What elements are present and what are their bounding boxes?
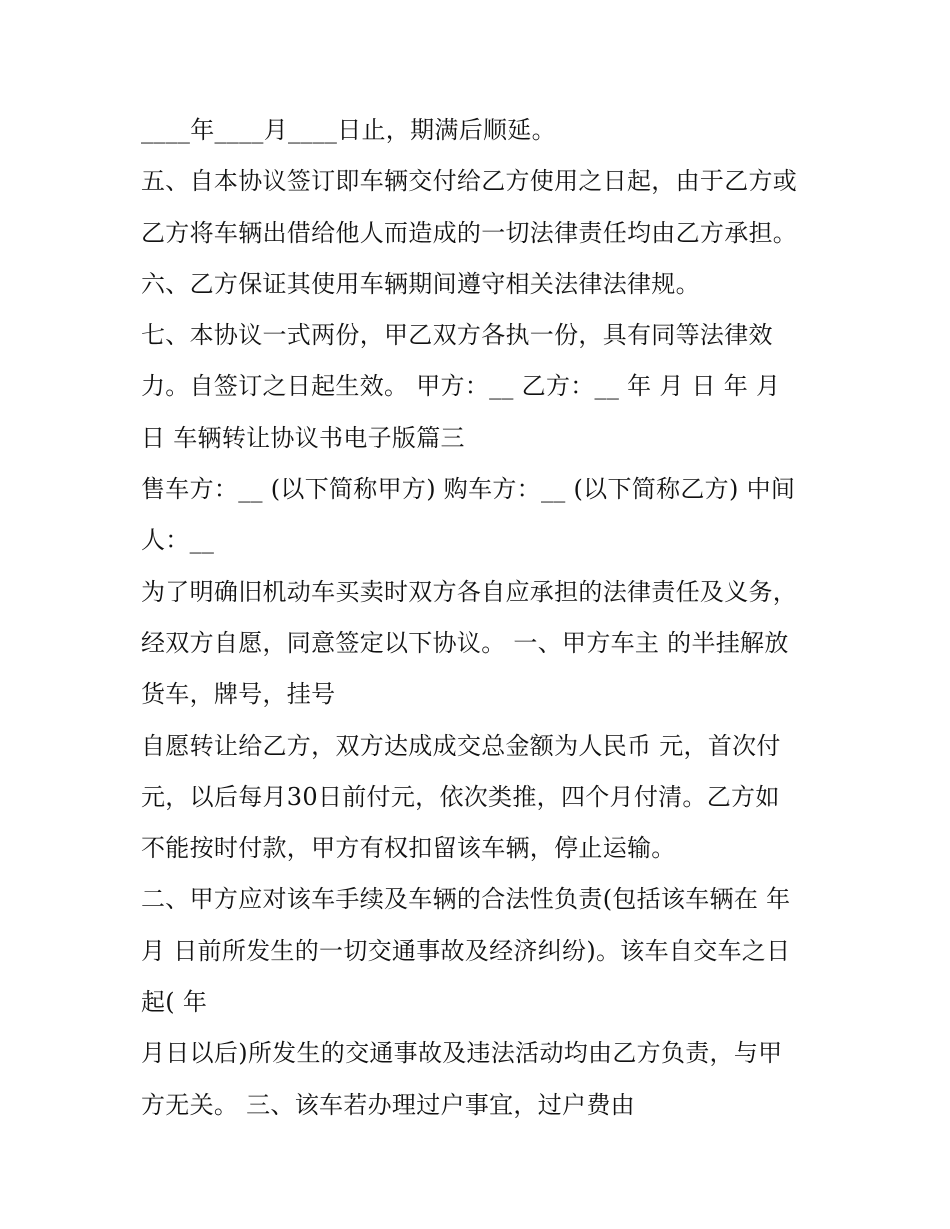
text-line: 月日以后)所发生的交通事故及违法活动均由乙方负责，与甲 <box>141 1039 783 1068</box>
text-line: 起( 年 <box>141 988 208 1017</box>
text-line: 人：__ <box>141 526 215 555</box>
text-line: 五、自本协议签订即车辆交付给乙方使用之日起，由于乙方或 <box>141 167 798 196</box>
text-line: 日 车辆转让协议书电子版篇三 <box>141 423 465 452</box>
text-line: 方无关。 三、该车若办理过户事宜，过户费由 <box>141 1090 635 1119</box>
text-line: 月 日前所发生的一切交通事故及经济纠纷)。该车自交车之日 <box>141 936 791 965</box>
document-body <box>141 107 821 1133</box>
text-line: 自愿转让给乙方，双方达成成交总金额为人民币 元，首次付 <box>141 731 781 760</box>
text-line: 二、甲方应对该车手续及车辆的合法性负责(包括该车辆在 年 <box>141 885 791 914</box>
text-line: 元，以后每月30日前付元，依次类推，四个月付清。乙方如 <box>141 782 780 811</box>
text-line: 力。自签订之日起生效。 甲方：__ 乙方：__ 年 月 日 年 月 <box>141 372 781 401</box>
text-line: 不能按时付款，甲方有权扣留该车辆，停止运输。 <box>141 834 676 863</box>
text-line: 为了明确旧机动车买卖时双方各自应承担的法律责任及义务， <box>141 577 798 606</box>
text-line: 货车，牌号，挂号 <box>141 680 336 709</box>
text-line: 经双方自愿，同意签定以下协议。 一、甲方车主 的半挂解放 <box>141 628 789 657</box>
text-line: 售车方：__ (以下简称甲方) 购车方：__ (以下简称乙方) 中间 <box>141 475 796 504</box>
text-line: 乙方将车辆出借给他人而造成的一切法律责任均由乙方承担。 <box>141 218 798 247</box>
text-line: 七、本协议一式两份，甲乙双方各执一份，具有同等法律效 <box>141 321 773 350</box>
text-line: ____年____月____日止，期满后顺延。 <box>141 116 556 144</box>
text-line: 六、乙方保证其使用车辆期间遵守相关法律法律规。 <box>141 269 700 298</box>
